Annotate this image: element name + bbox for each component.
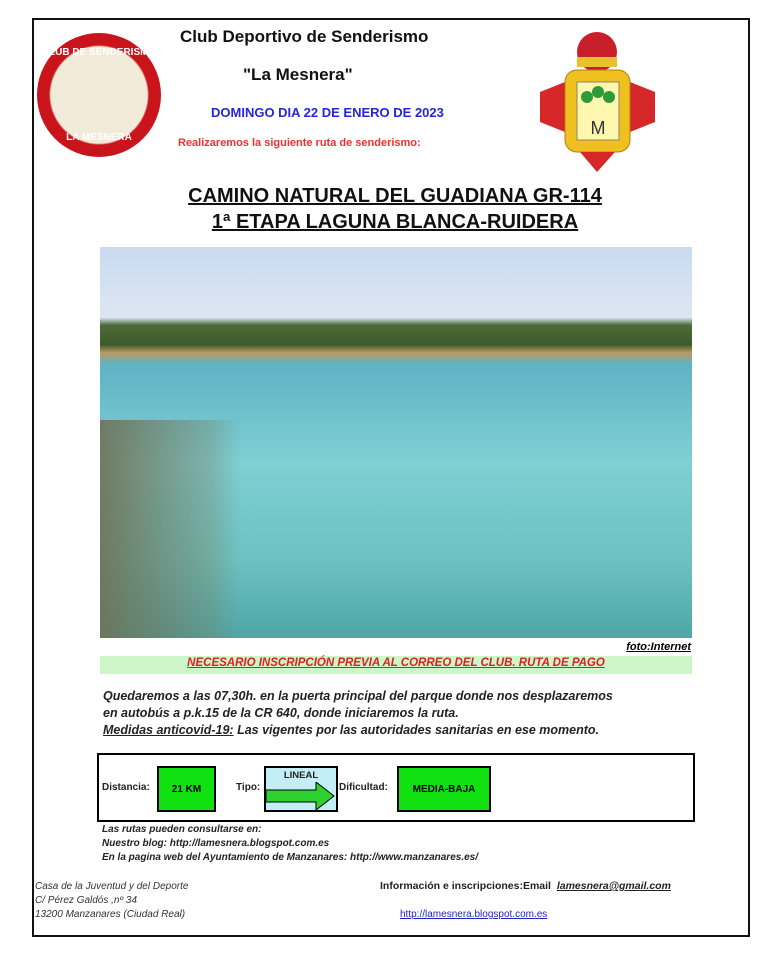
- registration-notice: NECESARIO INSCRIPCIÓN PREVIA AL CORREO DEL CLUB. RUTA DE PAGO: [187, 657, 605, 669]
- address-line1: Casa de la Juventud y del Deporte: [35, 881, 189, 892]
- covid-label: Medidas anticovid-19:: [103, 723, 234, 737]
- distance-label: Distancia:: [102, 782, 150, 793]
- event-date: DOMINGO DIA 22 DE ENERO DE 2023: [211, 105, 444, 120]
- blog-link[interactable]: http://lamesnera.blogspot.com.es: [400, 909, 548, 920]
- route-title-line2: 1ª ETAPA LAGUNA BLANCA-RUIDERA: [211, 211, 579, 233]
- routes-info: Las rutas pueden consultarse en:: [102, 824, 262, 835]
- logo-top-text: CLUB DE SENDERISMO: [41, 47, 157, 58]
- coat-of-arms-icon: [535, 22, 660, 172]
- club-logo: [37, 33, 161, 157]
- email-link[interactable]: lamesnera@gmail.com: [556, 880, 671, 892]
- arrow-right-icon: [266, 782, 336, 810]
- type-value: LINEAL: [283, 770, 319, 781]
- type-box: [264, 766, 338, 812]
- reeds-photo-detail: [100, 420, 240, 638]
- distance-value: 21 KM: [157, 766, 216, 812]
- address-line3: 13200 Manzanares (Ciudad Real): [35, 909, 186, 920]
- club-subname: "La Mesnera": [243, 65, 353, 84]
- svg-text:M: M: [590, 118, 606, 138]
- meeting-line2: en autobús a p.k.15 de la CR 640, donde iniciaremos la ruta.: [103, 706, 459, 720]
- difficulty-value: MEDIA-BAJA: [397, 766, 491, 812]
- contact-label: Información e inscripciones:Email: [380, 880, 551, 892]
- covid-text: Las vigentes por las autoridades sanitarias en ese momento.: [233, 723, 599, 737]
- council-web-info: En la pagina web del Ayuntamiento de Manzanares: http://www.manzanares.es/: [102, 852, 479, 863]
- meeting-line1: Quedaremos a las 07,30h. en la puerta principal del parque donde nos desplazaremos: [103, 689, 613, 703]
- difficulty-label: Dificultad:: [339, 782, 388, 793]
- route-title-line1: CAMINO NATURAL DEL GUADIANA GR-114: [188, 185, 602, 207]
- blog-info: Nuestro blog: http://lamesnera.blogspot.com.es: [102, 838, 330, 849]
- address-line2: C/ Pérez Galdós ,nº 34: [35, 895, 138, 906]
- club-name: Club Deportivo de Senderismo: [180, 27, 429, 46]
- type-label: Tipo:: [236, 782, 261, 793]
- photo-credit: foto:Internet: [626, 641, 691, 653]
- logo-bottom-text: LA MESNERA: [66, 132, 132, 143]
- intro-text: Realizaremos la siguiente ruta de senderismo:: [178, 137, 421, 149]
